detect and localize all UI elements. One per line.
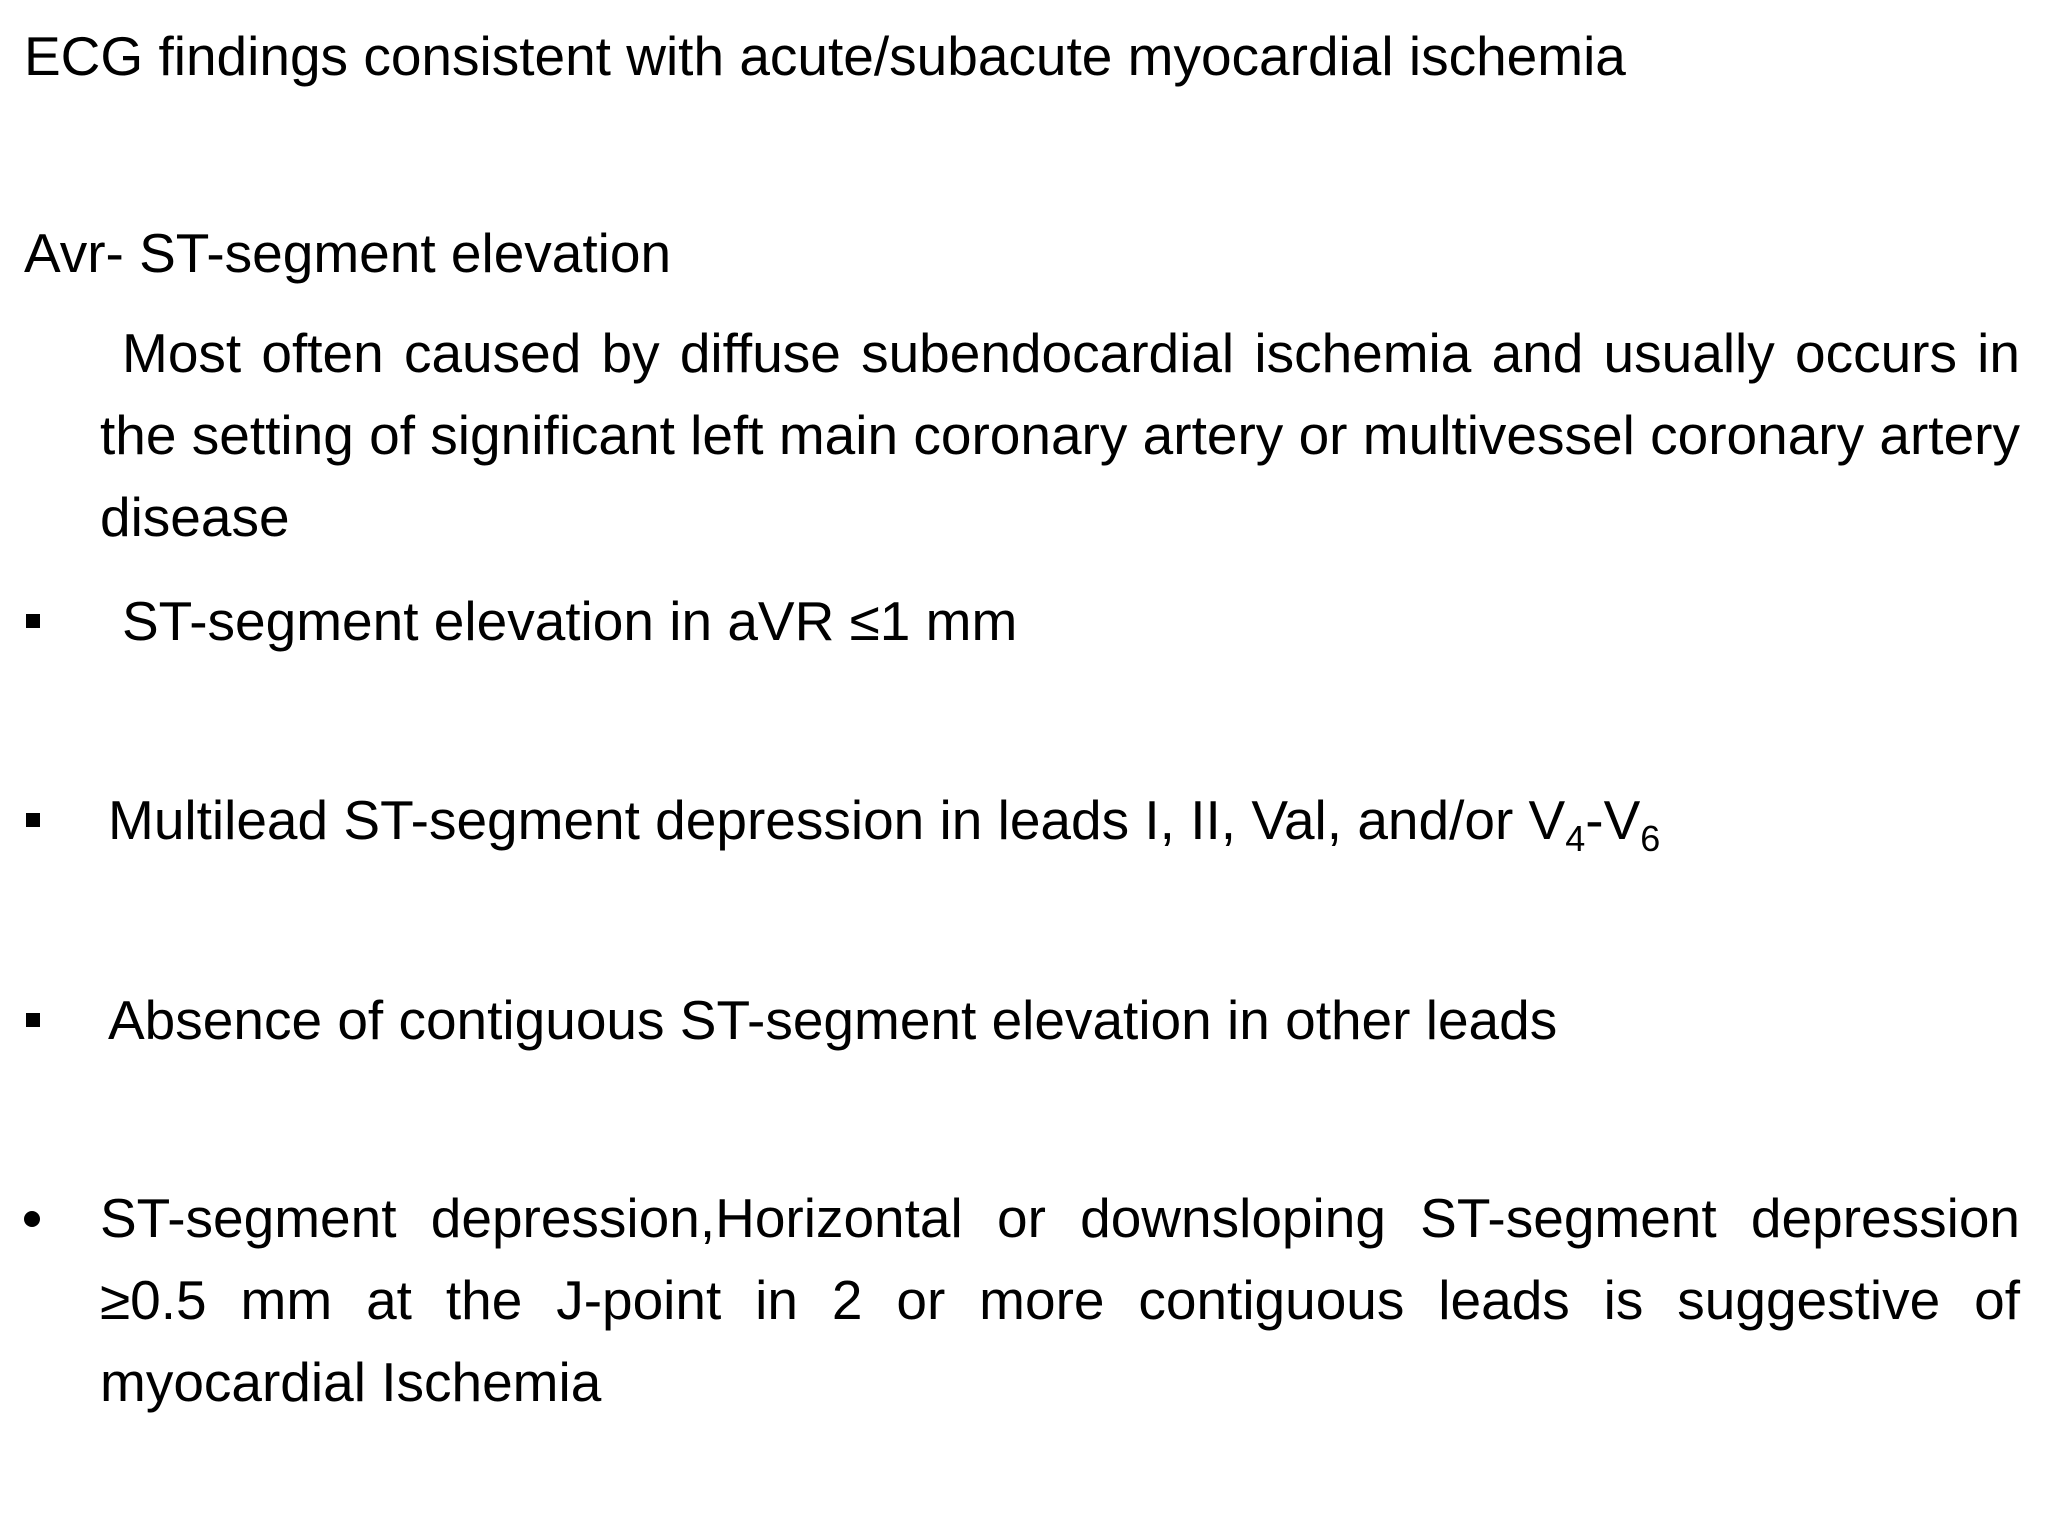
criterion-absence-elevation: Absence of contiguous ST-segment elevation in other leads [108, 989, 1558, 1051]
criterion-avr-elevation: ST-segment elevation in aVR ≤1 mm [122, 590, 1018, 652]
round-bullet-icon [24, 1211, 40, 1227]
lead-subscript: 6 [1640, 818, 1661, 859]
st-depression-note: ST-segment depression,Horizontal or downsloping ST-segment depression ≥0.5 mm at the J-point in 2 or more contiguous leads is suggestive of myocardial Ischemia [100, 1187, 2020, 1413]
square-bullet-icon [26, 813, 40, 827]
square-bullet-icon [26, 614, 40, 628]
avr-subheading: Avr- ST-segment elevation [24, 222, 672, 284]
slide-title: ECG findings consistent with acute/subacute myocardial ischemia [24, 25, 1626, 87]
lead-subscript: 4 [1565, 818, 1586, 859]
avr-description: Most often caused by diffuse subendocardial ischemia and usually occurs in the setting of significant left main coronary artery or multivessel coronary artery disease [100, 322, 2020, 548]
criterion-text: Multilead ST-segment depression in leads I, II, Val, and/or V [108, 789, 1566, 851]
criterion-text-range: -V [1585, 789, 1641, 851]
criterion-multilead-depression [108, 779, 1660, 861]
square-bullet-icon [26, 1013, 40, 1027]
